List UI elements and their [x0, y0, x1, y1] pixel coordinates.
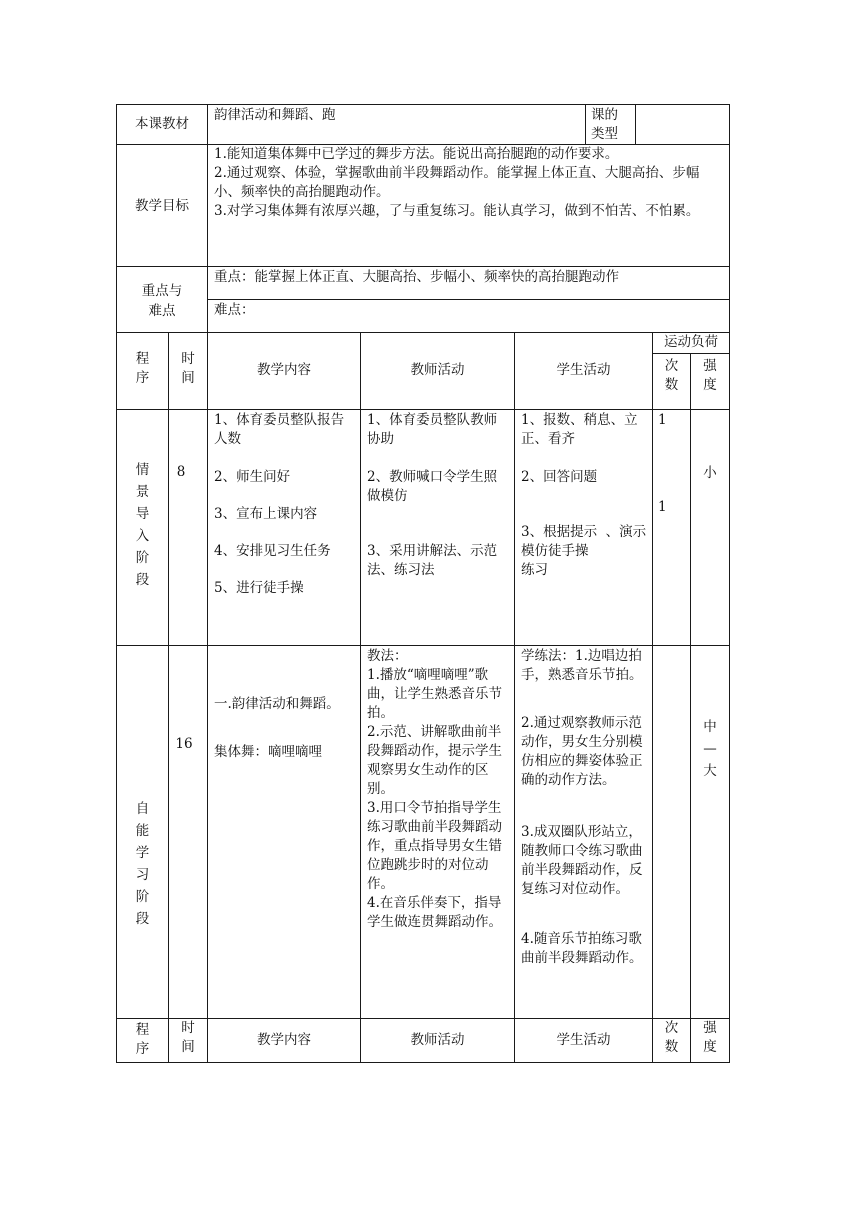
col-procedure: 程 序 [135, 351, 150, 386]
footer-procedure: 程 序 [135, 1022, 150, 1057]
stage2-teacher: 教法： 1.播放“嘀哩嘀哩”歌曲，让学生熟悉音乐节拍。 2.示范、讲解歌曲前半段舞蹈动作，提示学生观察男女生动作的区别。 3.用口令节拍指导学生练习歌曲前半段舞蹈动作，重点指导男女生错位跑跳步时的对位动作。 4.在音乐伴奏下，指导学生做连贯舞蹈动作。 [367, 648, 502, 930]
rule [514, 332, 515, 1063]
rule [207, 332, 208, 1063]
rule [207, 104, 208, 333]
stage1-teacher-2: 2、教师喊口令学生照做模仿 [367, 469, 498, 504]
stage1-teacher-1: 1、体育委员整队教师协助 [367, 412, 498, 447]
rule [168, 332, 169, 1063]
key-point: 重点：能掌握上体正直、大腿高抬、步幅小、频率快的高抬腿跑动作 [214, 269, 619, 285]
stage1-content-3: 3、宣布上课内容 [214, 506, 318, 522]
rule [207, 299, 729, 300]
key-label: 重点与 难点 [141, 283, 183, 319]
stage1-name: 情 景 导 入 阶 段 [135, 462, 150, 588]
rule [635, 104, 636, 145]
stage1-content-4: 4、安排见习生任务 [214, 543, 331, 559]
stage1-content-1: 1、体育委员整队报告人数 [214, 412, 345, 447]
stage1-content-2: 2、师生问好 [214, 469, 291, 485]
footer-student: 学生活动 [556, 1032, 611, 1048]
stage2-intensity: 中 — 大 [703, 719, 717, 779]
stage2-student-1: 学练法：1.边唱边拍手，熟悉音乐节拍。 [521, 648, 643, 683]
goals-text: 1.能知道集体舞中已学过的舞步方法。能说出高抬腿跑的动作要求。 2.通过观察、体验，掌握歌曲前半段舞蹈动作。能掌握上体正直、大腿高抬、步幅小、频率快的高抬腿跑动作。 3.对学习集体舞有浓厚兴趣，了与重复练习。能认真学习，做到不怕苦、不怕累。 [214, 146, 700, 219]
col-student: 学生活动 [556, 362, 611, 378]
stage1-count-2: 1 [658, 499, 667, 515]
material-label: 本课教材 [135, 116, 189, 132]
rule [652, 332, 653, 1063]
stage1-time: 8 [176, 464, 186, 480]
stage1-student-3: 3、根据提示 、演示模仿徒手操 练习 [521, 524, 647, 578]
footer-content: 教学内容 [257, 1032, 311, 1048]
col-count: 次 数 [664, 358, 679, 393]
stage2-student-2: 2.通过观察教师示范动作，男女生分别模仿相应的舞姿体验正确的动作方法。 [521, 715, 643, 788]
stage1-content-5: 5、进行徒手操 [214, 580, 304, 596]
stage2-student-3: 3.成双圈队形站立，随教师口令练习歌曲前半段舞蹈动作，反复练习对位动作。 [521, 824, 643, 897]
stage1-teacher-3: 3、采用讲解法、示范法、练习法 [367, 543, 498, 578]
col-content: 教学内容 [257, 362, 311, 378]
footer-intensity: 强 度 [703, 1020, 717, 1055]
col-load: 运动负荷 [664, 334, 718, 350]
col-intensity: 强 度 [703, 358, 717, 393]
col-teacher: 教师活动 [410, 362, 465, 378]
difficulty: 难点： [214, 302, 255, 318]
footer-teacher: 教师活动 [410, 1032, 465, 1048]
material-value: 韵律活动和舞蹈、跑 [214, 107, 336, 123]
stage2-time: 16 [175, 736, 193, 752]
footer-count: 次 数 [664, 1020, 679, 1055]
col-time: 时 间 [181, 351, 195, 386]
stage2-content-1: 一.韵律活动和舞蹈。 [214, 696, 340, 712]
rule [360, 332, 361, 1063]
footer-time: 时 间 [181, 1020, 195, 1055]
rule [585, 104, 586, 145]
stage2-name: 自 能 学 习 阶 段 [135, 801, 150, 927]
rule [729, 104, 730, 1063]
stage1-student-2: 2、回答问题 [521, 469, 598, 485]
stage1-count-1: 1 [658, 412, 667, 428]
rule [690, 353, 691, 1063]
goals-label: 教学目标 [135, 198, 189, 214]
stage2-student-4: 4.随音乐节拍练习歌曲前半段舞蹈动作。 [521, 931, 643, 966]
stage2-content-2: 集体舞：嘀哩嘀哩 [214, 744, 322, 760]
type-label: 课的 类型 [591, 107, 618, 142]
stage1-student-1: 1、报数、稍息、立正、看齐 [521, 412, 638, 447]
stage1-intensity: 小 [703, 465, 717, 481]
